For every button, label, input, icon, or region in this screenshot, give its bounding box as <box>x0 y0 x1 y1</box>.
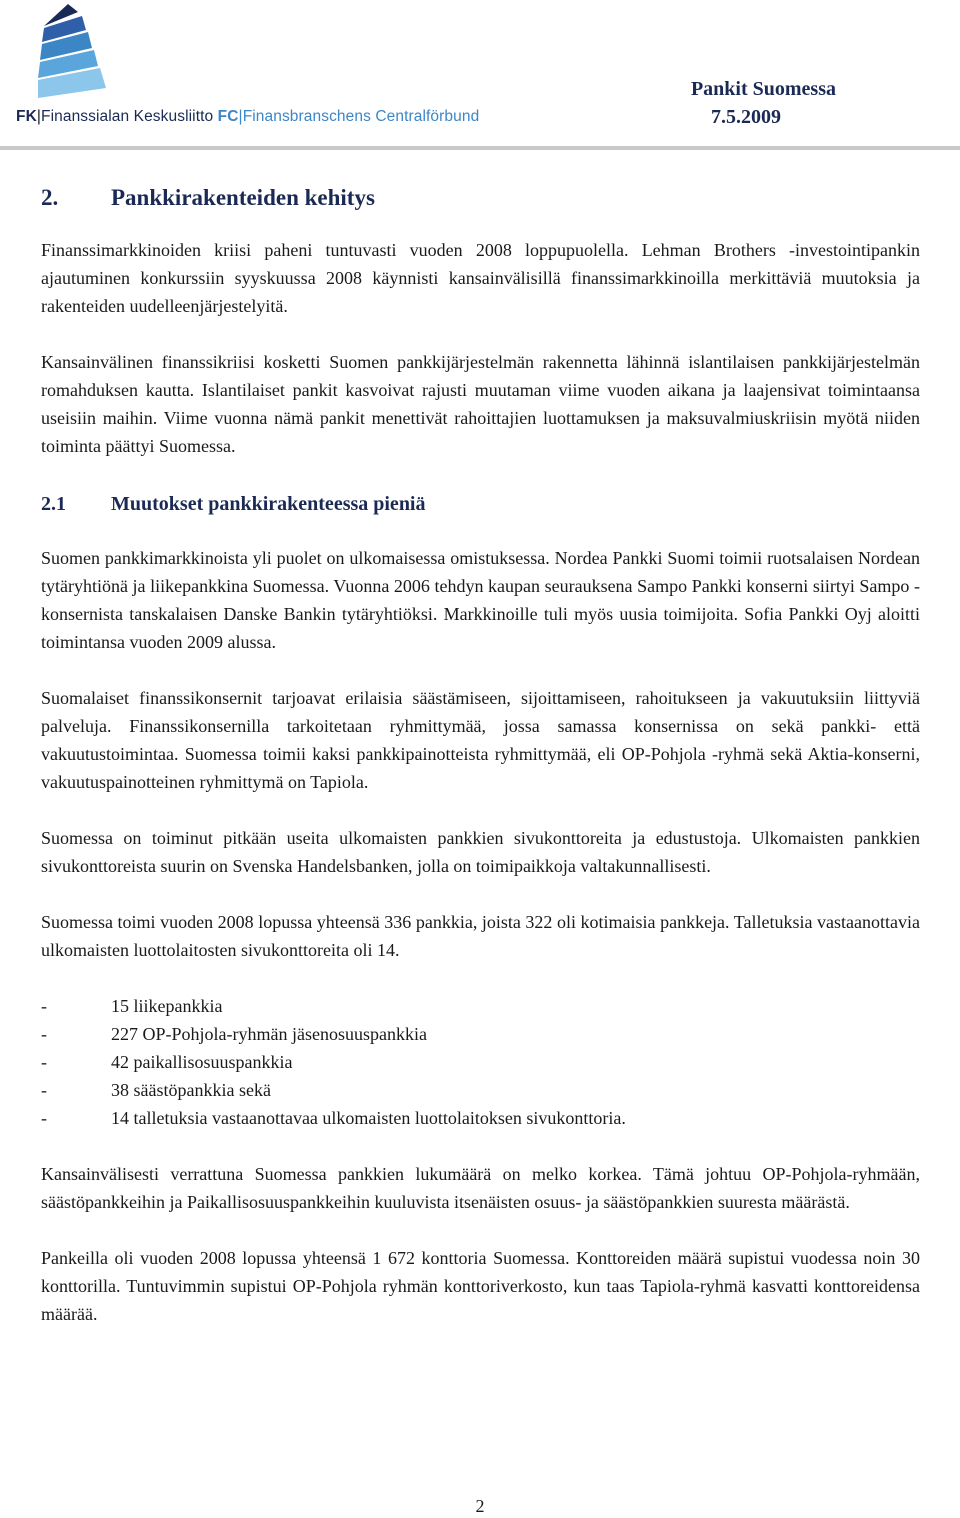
logo-name-fi: Finanssialan Keskusliitto <box>41 108 214 125</box>
fk-logo-icon <box>30 2 114 102</box>
list-item: - 38 säästöpankkia sekä <box>41 1080 271 1100</box>
paragraph: Suomalaiset finanssikonsernit tarjoavat erilaisia säästämiseen, sijoittamiseen, rahoitukseen ja vakuutuksiin liittyviä palveluja. Finanssikonsernilla tarkoitetaan ryhmittymää, jossa samassa konsernissa on sekä pankki- että vakuutustoimintaa. Suomessa toimii kaksi pankkipainotteista ryhmittymää, eli OP-Pohjola -ryhmä sekä Aktia-konserni, vakuutuspainotteinen ryhmittymä on Tapiola. <box>41 688 920 792</box>
document-title: Pankit Suomessa <box>690 78 836 100</box>
section-2-heading <box>41 178 920 218</box>
logo-fc: FC <box>217 108 239 125</box>
logo-name-sv: Finansbranschens Centralförbund <box>242 108 480 125</box>
header-divider <box>0 146 960 150</box>
list-item: - 15 liikepankkia <box>41 996 223 1016</box>
list-item: - 42 paikallisosuuspankkia <box>41 1052 293 1072</box>
section-number: 2.1 <box>41 493 66 515</box>
logo-fk: FK <box>16 108 37 125</box>
document-date: 7.5.2009 <box>711 106 781 128</box>
organization-name: FK|Finanssialan Keskusliitto FC|Finansbranschens Centralförbund <box>16 108 480 125</box>
section-2-1-heading <box>41 490 920 518</box>
list-item: - 14 talletuksia vastaanottavaa ulkomaisten luottolaitoksen sivukonttoria. <box>41 1108 626 1128</box>
page-number: 2 <box>475 1496 485 1516</box>
paragraph: Suomen pankkimarkkinoista yli puolet on ulkomaisessa omistuksessa. Nordea Pankki Suomi toimii ruotsalaisen Nordean tytäryhtiönä ja liikepankkina Suomessa. Vuonna 2006 tehdyn kaupan seurauksena Sampo Pankki konserni siirtyi Sampo -konsernista tanskalaisen Danske Bankin tytäryhtiöksi. Markkinoille tuli myös uusia toimijoita. Sofia Pankki Oyj aloitti toimintansa vuoden 2009 alussa. <box>41 548 920 652</box>
paragraph: Kansainvälinen finanssikriisi kosketti Suomen pankkijärjestelmän rakennetta lähinnä islantilaisen pankkijärjestelmän romahduksen kautta. Islantilaiset pankit kasvoivat rajusti muutaman viime vuoden aikana ja laajensivat toimintaansa useisiin maihin. Viime vuonna nämä pankit menettivät rahoittajien luottamuksen ja maksuvalmiuskriisin myötä niiden toiminta päättyi Suomessa. <box>41 352 920 456</box>
section-number: 2. <box>41 185 59 210</box>
bank-count-list <box>41 992 920 1132</box>
paragraph: Kansainvälisesti verrattuna Suomessa pankkien lukumäärä on melko korkea. Tämä johtuu OP-Pohjola-ryhmään, säästöpankkeihin ja Paikallisosuuspankkeihin kuuluvista itsenäisten osuus- ja säästöpankkien suuresta määrästä. <box>41 1164 920 1212</box>
paragraph: Suomessa on toiminut pitkään useita ulkomaisten pankkien sivukonttoreita ja edustustoja. Ulkomaisten pankkien sivukonttoreista suurin on Svenska Handelsbanken, jolla on toimipaikkoja valtakunnallisesti. <box>41 828 920 876</box>
document-body <box>41 178 920 1328</box>
page-header <box>0 0 960 150</box>
section-title: Muutokset pankkirakenteessa pieniä <box>111 493 426 515</box>
paragraph: Finanssimarkkinoiden kriisi paheni tuntuvasti vuoden 2008 loppupuolella. Lehman Brothers -investointipankin ajautuminen konkurssiin syyskuussa 2008 käynnisti kansainvälisillä finanssimarkkinoilla merkittäviä muutoksia ja rakenteiden uudelleenjärjestelyitä. <box>41 240 920 316</box>
paragraph: Pankeilla oli vuoden 2008 lopussa yhteensä 1 672 konttoria Suomessa. Konttoreiden määrä supistui vuodessa noin 30 konttorilla. Tuntuvimmin supistui OP-Pohjola ryhmän konttoriverkosto, kun taas Tapiola-ryhmä kasvatti konttoreidensa määrää. <box>41 1248 920 1324</box>
list-item: - 227 OP-Pohjola-ryhmän jäsenosuuspankkia <box>41 1024 427 1044</box>
paragraph: Suomessa toimi vuoden 2008 lopussa yhteensä 336 pankkia, joista 322 oli kotimaisia pankkeja. Talletuksia vastaanottavia ulkomaisten luottolaitosten sivukonttoreita oli 14. <box>41 912 920 960</box>
section-title: Pankkirakenteiden kehitys <box>111 185 375 210</box>
